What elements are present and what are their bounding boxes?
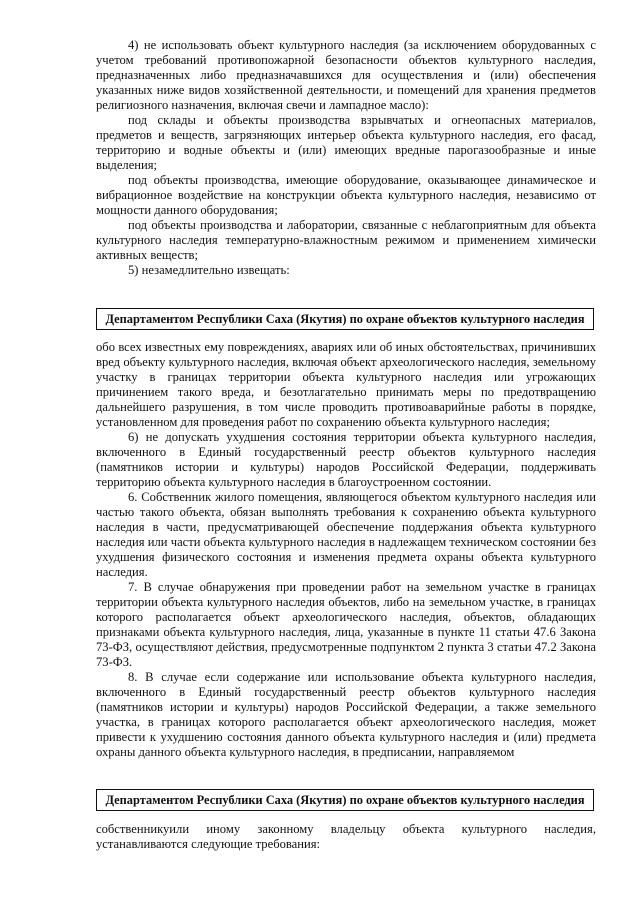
paragraph-item-6: 6) не допускать ухудшения состояния территории объекта культурного наследия, включенного в Единый государственный реестр объектов культурного наследия (памятников истории и культуры) народов Российской Федерации, поддерживать территорию объекта культурного наследия в благоустроенном состоянии. xyxy=(96,430,596,489)
paragraph-damages: обо всех известных ему повреждениях, авариях или об иных обстоятельствах, причинивших вред объекту культурного наследия, включая объект археологического наследия, земельному участку в границах территории объекта культурного наследия или угрожающих причинением такого вреда, и безотлагательно принимать меры по предотвращению дальнейшего разрушения, в том числе проводить противоаварийные работы в порядке, установленном для проведения работ по сохранению объекта культурного наследия; xyxy=(96,340,596,429)
paragraph-section-7: 7. В случае обнаружения при проведении работ на земельном участке в границах территории объекта культурного наследия объектов, либо на земельном участке, в границах которого располагается объект археологического наследия, объектов, обладающих признаками объекта культурного наследия, лица, указанные в пункте 11 статьи 47.6 Закона 73-ФЗ, осуществляют действия, предусмотренные подпунктом 2 пункта 3 статьи 47.2 Закона 73-ФЗ. xyxy=(96,580,596,669)
paragraph-item-5: 5) незамедлительно извещать: xyxy=(128,263,290,277)
boxed-department-1: Департаментом Республики Саха (Якутия) по охране объектов культурного наследия xyxy=(96,308,594,330)
paragraph-section-6: 6. Собственник жилого помещения, являющегося объектом культурного наследия или частью такого объекта, обязан выполнять требования к сохранению объекта культурного наследия в части, предусматривающей обеспечение поддержания объекта культурного наследия или части объекта культурного наследия в надлежащем техническом состоянии без ухудшения физического состояния и изменения предмета охраны объекта культурного наследия. xyxy=(96,490,596,579)
paragraph-requirements: собственникуили иному законному владельцу объекта культурного наследия, устанавливаются следующие требования: xyxy=(96,822,596,851)
text-block-2 xyxy=(96,340,596,760)
paragraph-warehouses: под склады и объекты производства взрывчатых и огнеопасных материалов, предметов и веществ, загрязняющих интерьер объекта культурного наследия, его фасад, территорию и водные объекты и (или) имеющих вредные парогазообразные и иные выделения; xyxy=(96,113,596,172)
text-block-1 xyxy=(96,38,596,278)
paragraph-laboratories: под объекты производства и лаборатории, связанные с неблагоприятным для объекта культурного наследия температурно-влажностным режимом и применением химически активных веществ; xyxy=(96,218,596,262)
paragraph-production: под объекты производства, имеющие оборудование, оказывающее динамическое и вибрационное воздействие на конструкции объекта культурного наследия, независимо от мощности данного оборудования; xyxy=(96,173,596,217)
text-block-3 xyxy=(96,822,596,852)
boxed-department-2: Департаментом Республики Саха (Якутия) по охране объектов культурного наследия xyxy=(96,789,594,811)
paragraph-item-4: 4) не использовать объект культурного наследия (за исключением оборудованных с учетом требований противопожарной безопасности объектов культурного наследия, предназначенных либо предназначавшихся для осуществления и (или) обеспечения указанных ниже видов хозяйственной деятельности, и помещений для хранения предметов религиозного назначения, включая свечи и лампадное масло): xyxy=(96,38,596,112)
paragraph-section-8: 8. В случае если содержание или использование объекта культурного наследия, включенного в Единый государственный реестр объектов культурного наследия (памятников истории и культуры) народов Российской Федерации, а также земельного участка, в границах которого располагается объект археологического наследия, может привести к ухудшению состояния данного объекта культурного наследия и (или) предмета охраны данного объекта культурного наследия, в предписании, направляемом xyxy=(96,670,596,759)
